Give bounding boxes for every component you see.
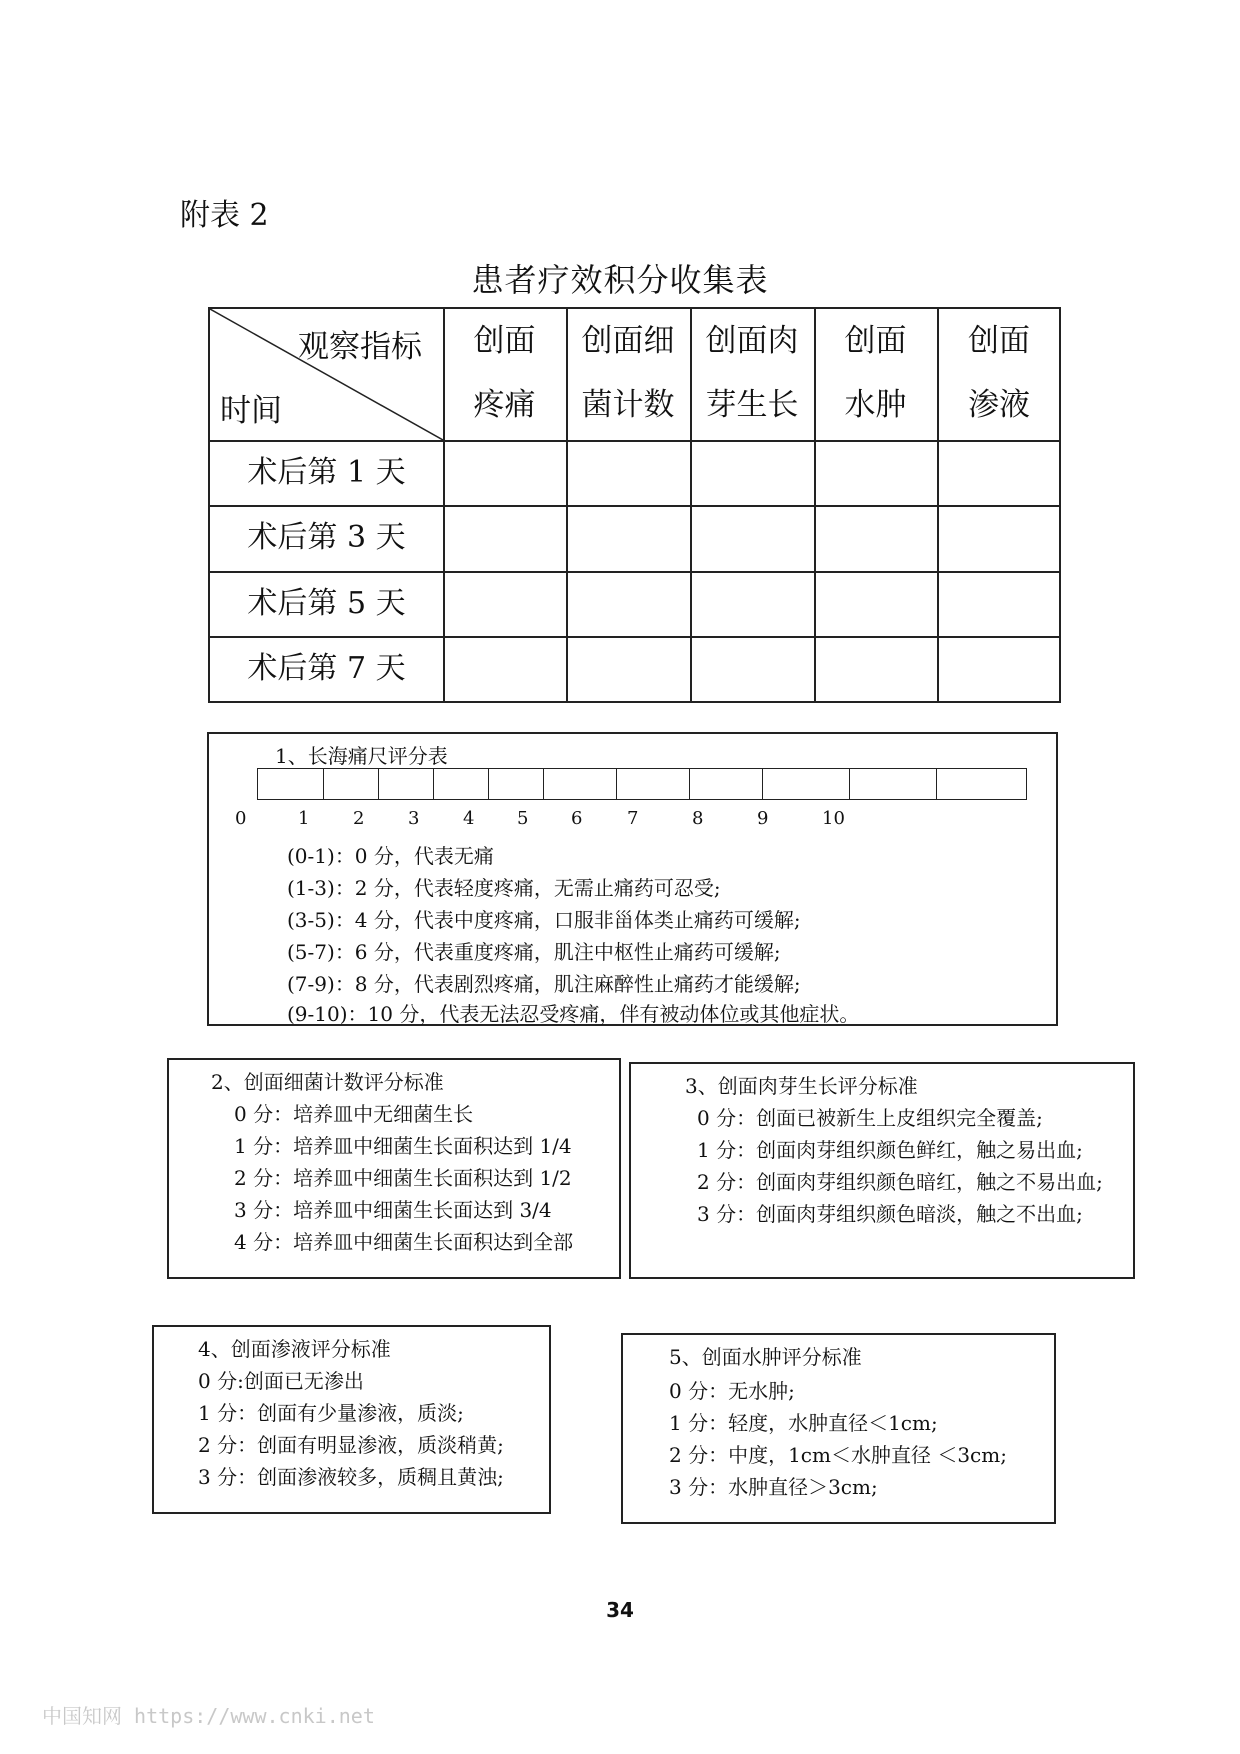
- edema-score-line: 3 分：水肿直径＞3cm;: [669, 1475, 878, 1499]
- granulation-criteria-title: 3、创面肉芽生长评分标准: [685, 1074, 918, 1098]
- scale-tick: 4: [463, 808, 475, 829]
- edema-score-line: 0 分：无水肿;: [669, 1379, 795, 1403]
- bacteria-criteria-title: 2、创面细菌计数评分标准: [211, 1070, 444, 1094]
- page-number: 34: [606, 1598, 634, 1622]
- pain-score-line: (0-1)：0 分，代表无痛: [287, 844, 494, 868]
- row-label-day-1: 术后第 1 天: [247, 455, 406, 490]
- bacteria-score-line: 2 分：培养皿中细菌生长面积达到 1/2: [234, 1166, 572, 1190]
- granulation-criteria-box: [629, 1062, 1135, 1279]
- exudate-criteria-title: 4、创面渗液评分标准: [198, 1337, 391, 1361]
- bacteria-criteria-box: [167, 1058, 621, 1279]
- granulation-score-line: 3 分：创面肉芽组织颜色暗淡，触之不出血;: [697, 1202, 1083, 1226]
- edema-score-line: 2 分：中度，1cm＜水肿直径 ＜3cm;: [669, 1443, 1007, 1467]
- granulation-score-line: 2 分：创面肉芽组织颜色暗红，触之不易出血;: [697, 1170, 1103, 1194]
- exudate-score-line: 3 分：创面渗液较多，质稠且黄浊;: [198, 1465, 504, 1489]
- exudate-criteria-box: [152, 1325, 551, 1514]
- granulation-score-line: 1 分：创面肉芽组织颜色鲜红，触之易出血;: [697, 1138, 1083, 1162]
- granulation-score-line: 0 分：创面已被新生上皮组织完全覆盖;: [697, 1106, 1043, 1130]
- pain-scale-title: 1、长海痛尺评分表: [275, 744, 448, 768]
- score-collection-table: [208, 307, 1061, 703]
- bacteria-score-line: 4 分：培养皿中细菌生长面积达到全部: [234, 1230, 574, 1254]
- pain-score-line: (7-9)：8 分，代表剧烈疼痛，肌注麻醉性止痛药才能缓解;: [287, 972, 801, 996]
- column-header-wound-pain: 创面 疼痛: [473, 323, 536, 423]
- scale-tick: 1: [298, 808, 310, 829]
- corner-label-indicator: 观察指标: [298, 329, 422, 365]
- pain-scale-box: [207, 732, 1058, 1026]
- pain-score-line: (3-5)：4 分，代表中度疼痛，口服非甾体类止痛药可缓解;: [287, 908, 801, 932]
- edema-criteria-box: [621, 1333, 1056, 1524]
- scale-tick: 9: [757, 808, 769, 829]
- scale-tick: 8: [692, 808, 704, 829]
- exudate-score-line: 1 分：创面有少量渗液，质淡;: [198, 1401, 464, 1425]
- row-label-day-3: 术后第 3 天: [247, 520, 406, 555]
- bacteria-score-line: 3 分：培养皿中细菌生长面达到 3/4: [234, 1198, 552, 1222]
- row-label-day-7: 术后第 7 天: [247, 651, 406, 686]
- scale-tick: 6: [571, 808, 583, 829]
- form-title: 患者疗效积分收集表: [471, 261, 769, 299]
- pain-score-line: (5-7)：6 分，代表重度疼痛，肌注中枢性止痛药可缓解;: [287, 940, 781, 964]
- scale-tick: 10: [822, 808, 845, 829]
- pain-score-line: (9-10)：10 分，代表无法忍受疼痛，伴有被动体位或其他症状。: [287, 1002, 860, 1026]
- column-header-edema: 创面 水肿: [844, 323, 907, 423]
- scale-tick: 0: [235, 808, 247, 829]
- bacteria-score-line: 1 分：培养皿中细菌生长面积达到 1/4: [234, 1134, 572, 1158]
- pain-score-line: (1-3)：2 分，代表轻度疼痛，无需止痛药可忍受;: [287, 876, 721, 900]
- row-label-day-5: 术后第 5 天: [247, 586, 406, 621]
- appendix-label: 附表 2: [180, 198, 269, 233]
- scale-tick: 7: [627, 808, 639, 829]
- scale-tick: 2: [353, 808, 365, 829]
- exudate-score-line: 2 分：创面有明显渗液，质淡稍黄;: [198, 1433, 504, 1457]
- edema-score-line: 1 分：轻度，水肿直径＜1cm;: [669, 1411, 938, 1435]
- scale-tick: 3: [408, 808, 420, 829]
- pain-scale-bar: [257, 768, 1027, 800]
- corner-label-time: 时间: [220, 393, 282, 429]
- edema-criteria-title: 5、创面水肿评分标准: [669, 1345, 862, 1369]
- scale-tick: 5: [517, 808, 529, 829]
- exudate-score-line: 0 分:创面已无渗出: [198, 1369, 364, 1393]
- bacteria-score-line: 0 分：培养皿中无细菌生长: [234, 1102, 474, 1126]
- cnki-watermark: 中国知网 https://www.cnki.net: [42, 1704, 375, 1728]
- column-header-granulation: 创面肉 芽生长: [705, 323, 799, 423]
- column-header-exudate: 创面 渗液: [968, 323, 1030, 423]
- column-header-bacteria-count: 创面细 菌计数: [581, 323, 675, 423]
